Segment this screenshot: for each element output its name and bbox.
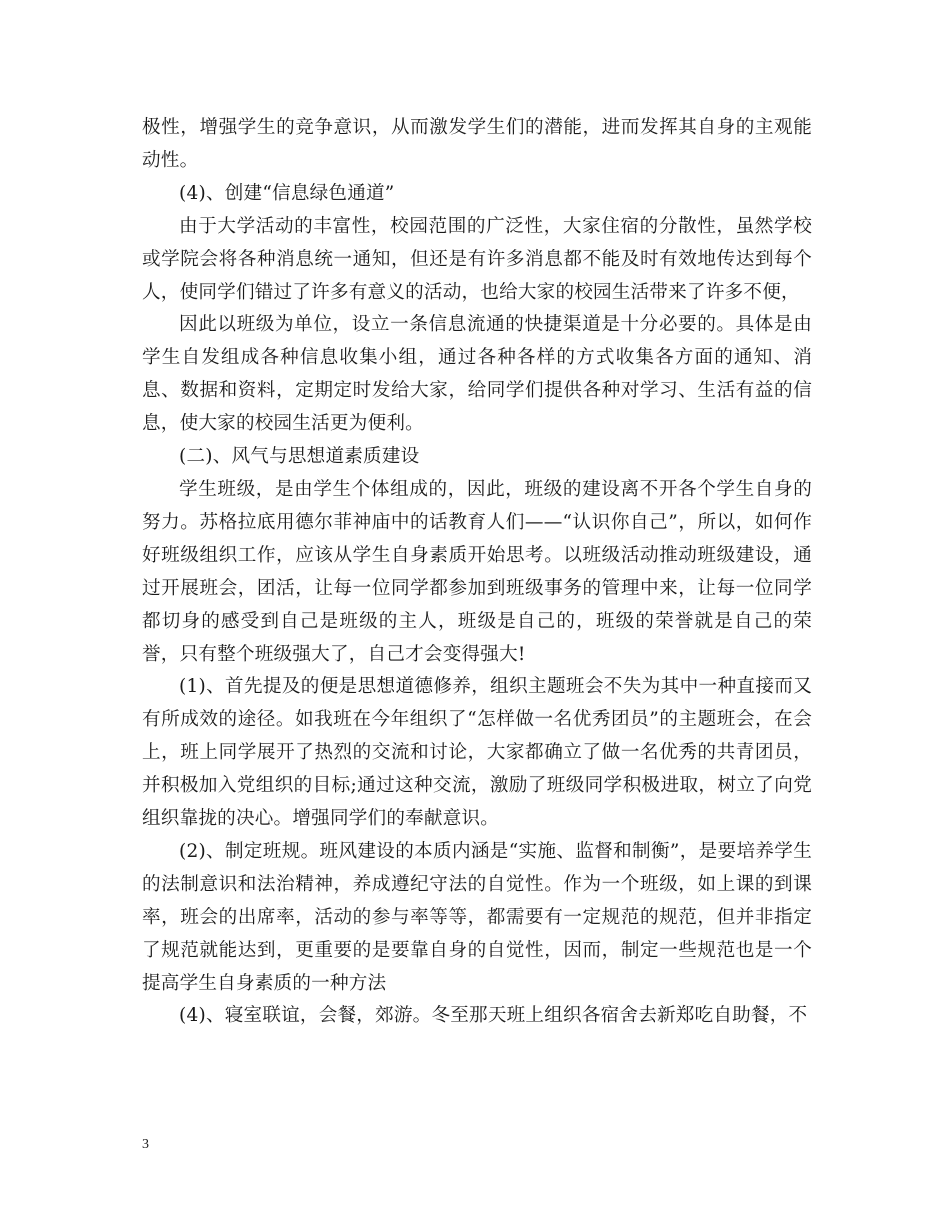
paragraph: (4)、寝室联谊，会餐，郊游。冬至那天班上组织各宿舍去新郑吃自助餐，不 bbox=[179, 1005, 808, 1027]
section-heading-info-channel: (4)、创建“信息绿色通道” bbox=[179, 182, 395, 204]
paragraph: 由于大学活动的丰富性，校园范围的广泛性，大家住宿的分散性，虽然学校或学院会将各种消息统一通知，但还是有许多消息都不能及时有效地传达到每个人，使同学们错过了许多有意义的活动，也给大家的校园生活带来了许多不便， bbox=[142, 215, 812, 303]
document-body bbox=[142, 112, 812, 1033]
paragraph: (1)、首先提及的便是思想道德修养，组织主题班会不失为其中一种直接而又有所成效的途径。如我班在今年组织了“怎样做一名优秀团员”的主题班会，在会上，班上同学展开了热烈的交流和讨论，大家都确立了做一名优秀的共青团员，并积极加入党组织的目标;通过这种交流，激励了班级同学积极进取，树立了向党组织靠拢的决心。增强同学们的奉献意识。 bbox=[142, 676, 812, 830]
paragraph: (2)、制定班规。班风建设的本质内涵是“实施、监督和制衡”，是要培养学生的法制意识和法治精神，养成遵纪守法的自觉性。作为一个班级，如上课的到课率，班会的出席率，活动的参与率等等，都需要有一定规范的规范，但并非指定了规范就能达到，更重要的是要靠自身的自觉性，因而，制定一些规范也是一个提高学生自身素质的一种方法 bbox=[142, 840, 812, 994]
paragraph-continuation: 极性，增强学生的竞争意识，从而激发学生们的潜能，进而发挥其自身的主观能动性。 bbox=[142, 117, 812, 171]
page-number: 3 bbox=[142, 1137, 149, 1152]
section-heading-ethos: (二)、风气与思想道素质建设 bbox=[179, 446, 420, 468]
paragraph: 因此以班级为单位，设立一条信息流通的快捷渠道是十分必要的。具体是由学生自发组成各种信息收集小组，通过各种各样的方式收集各方面的通知、消息、数据和资料，定期定时发给大家，给同学们提供各种对学习、生活有益的信息，使大家的校园生活更为便利。 bbox=[142, 314, 812, 435]
paragraph: 学生班级，是由学生个体组成的，因此，班级的建设离不开各个学生自身的努力。苏格拉底用德尔菲神庙中的话教育人们——“认识你自己”，所以，如何作好班级组织工作，应该从学生自身素质开始思考。以班级活动推动班级建设，通过开展班会，团活，让每一位同学都参加到班级事务的管理中来，让每一位同学都切身的感受到自己是班级的主人，班级是自己的，班级的荣誉就是自己的荣誉，只有整个班级强大了，自己才会变得强大! bbox=[142, 478, 812, 665]
